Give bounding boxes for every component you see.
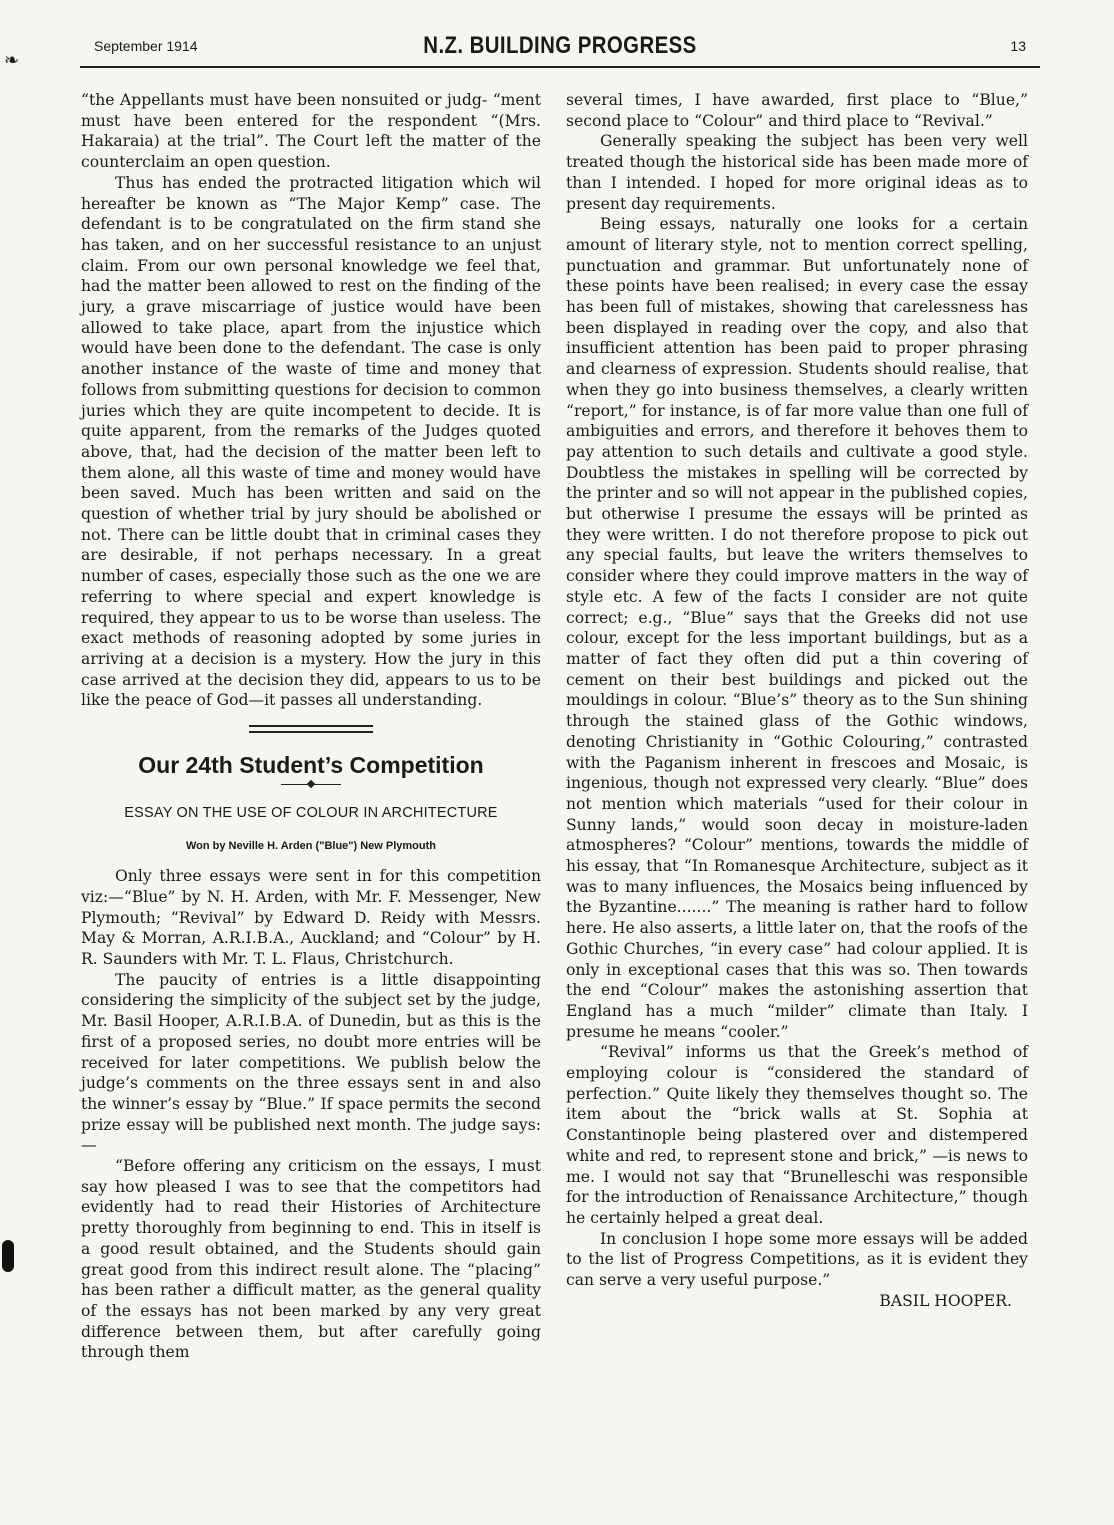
paragraph: “the Appellants must have been nonsuited or judg- “ment must have been entered for the respondent “(Mrs. Hakaraia) at the trial”. The Court left the matter of the counterclaim an open question.	[81, 91, 541, 172]
margin-mark: ❧	[4, 50, 20, 71]
page-header	[80, 32, 1040, 68]
page-number: 13	[1010, 38, 1026, 54]
paragraph: several times, I have awarded, first place to “Blue,” second place to “Colour” and third place to “Revival.”	[566, 91, 1028, 130]
right-column	[566, 90, 1028, 1311]
paragraph: “Revival” informs us that the Greek’s method of employing colour is “considered the standard of perfection.” Quite likely they themselves thought so. The item about the “brick walls at St. Sophia at Constantinople being plastered over and distempered white and red, to represent stone and brick,” —is news to me. I would not say that “Brunelleschi was responsible for the introduction of Renaissance Architecture,” though he certainly helped a great deal.	[566, 1043, 1028, 1227]
paragraph: Thus has ended the protracted litigation which wil hereafter be known as “The Major Kemp” case. The defendant is to be congratulated on the firm stand she has taken, and on her successful resistance to an unjust claim. From our own personal knowledge we feel that, had the matter been allowed to rest on the finding of the jury, a grave miscarriage of justice would have been allowed to take place, apart from the injustice which would have been done to the defendant. The case is only another instance of the waste of time and money that follows from submitting questions for decision to common juries which they are quite incompetent to decide. It is quite apparent, from the remarks of the Judges quoted above, that, had the decision of the matter been left to them alone, all this waste of time and money would have been saved. Much has been written and said on the question of whether trial by jury should be abolished or not. There can be little doubt that in criminal cases they are desirable, if not perhaps necessary. In a great number of cases, especially those such as the one we are referring to where special and expert knowledge is required, they appear to us to be worse than useless. The exact methods of reasoning adopted by some juries in arriving at a decision is a mystery. How the jury in this case arrived at the decision they did, appears to us to be like the peace of God—it passes all understanding.	[81, 173, 542, 710]
ink-blot	[2, 1240, 14, 1272]
paragraph: In conclusion I hope some more essays will be added to the list of Progress Competitions, as it is evident they can serve a very useful purpose.”	[566, 1229, 1028, 1290]
section-divider	[249, 725, 373, 733]
paragraph: The paucity of entries is a little disappointing considering the simplicity of the subject set by the judge, Mr. Basil Hooper, A.R.I.B.A. of Dunedin, but as this is the first of a proposed series, no doubt more entries will be received for later competitions. We publish below the judge’s comments on the three essays sent in and also the winner’s essay by “Blue.” If space permits the second prize essay will be published next month. The judge says:—	[81, 970, 541, 1155]
article-subheading: ESSAY ON THE USE OF COLOUR IN ARCHITECTURE	[124, 804, 498, 821]
ornament-divider	[281, 784, 341, 791]
paragraph: “Before offering any criticism on the essays, I must say how pleased I was to see that the competitors had evidently had to read their Histories of Architecture pretty thoroughly from beginning to end. This in itself is a good result obtained, and the Students should gain great good from this indirect result alone. The “placing” has been rather a difficult matter, as the general quality of the essays has not been marked by any very great difference between them, but after carefully going through them	[81, 1157, 541, 1362]
article-byline: Won by Neville H. Arden ("Blue") New Plymouth	[185, 839, 436, 852]
article-heading: Our 24th Student’s Competition	[138, 752, 484, 779]
paragraph: Generally speaking the subject has been very well treated though the historical side has been made more of than I intended. I hoped for more original ideas as to present day requirements.	[566, 132, 1028, 213]
publication-title: N.Z. BUILDING PROGRESS	[423, 32, 697, 59]
issue-date: September 1914	[94, 38, 198, 54]
left-column	[81, 90, 541, 1363]
signature: BASIL HOOPER.	[879, 1291, 1012, 1310]
paragraph: Being essays, naturally one looks for a certain amount of literary style, not to mention correct spelling, punctuation and grammar. But unfortunately none of these points have been realised; in every case the essay has been full of mistakes, showing that carelessness has been displayed in reading over the copy, and also that insufficient attention has been paid to proper phrasing and clearness of expression. Students should realise, that when they go into business themselves, a clearly written “report,” for instance, is of far more value than one full of ambiguities and errors, and therefore it behoves them to pay attention to such details and cultivate a good style. Doubtless the mistakes in spelling will be corrected by the printer and so will not appear in the published copies, but otherwise I presume the essays will be printed as they were written. I do not therefore propose to pick out any special faults, but leave the writers themselves to consider where they could improve matters in the way of style etc. A few of the facts I consider are not quite correct; e.g., “Blue” says that the Greeks did not use colour, except for the less important buildings, but as a matter of fact they often did put a thin covering of cement on their best buildings and picked out the mouldings in colour. “Blue’s” theory as to the Sun shining through the stained glass of the Gothic windows, denoting Christianity in “Gothic Colouring,” contrasted with the Paganism inherent in frescoes and Mosaic, is ingenious, though not expressed very clearly. “Blue” does not mention which materials “used for their colour in Sunny lands,” would soon decay in moisture-laden atmospheres? “Colour” mentions, towards the middle of his essay, that “In Romanesque Architecture, subject as it was to many influences, the Mosaics being influenced by the Byzantine.......” The meaning is rather hard to follow here. He also asserts, a little later on, that the roofs of the Gothic Churches, “in every case” had colour applied. It is only in exceptional cases that this was so. Then towards the end “Colour” makes the astonishing assertion that England has a much “milder” climate than Italy. I presume he means “cooler.”	[566, 215, 1028, 1041]
paragraph: Only three essays were sent in for this competition viz:—“Blue” by N. H. Arden, with Mr. F. Messenger, New Plymouth; “Revival” by Edward D. Reidy with Messrs. May & Morran, A.R.I.B.A., Auckland; and “Colour” by H. R. Saunders with Mr. T. L. Flaus, Christchurch.	[81, 867, 541, 969]
